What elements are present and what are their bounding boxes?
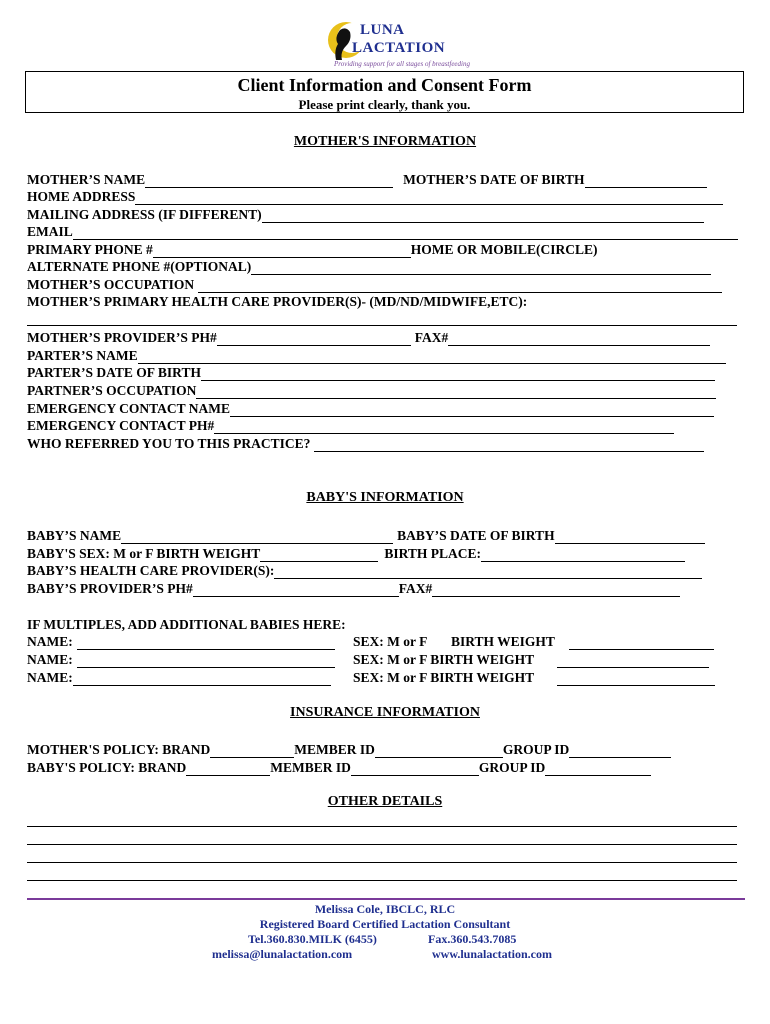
home-address-field[interactable]	[135, 192, 723, 205]
mother-provider-row	[27, 293, 527, 310]
footer-tel: Tel.360.830.MILK (6455)	[248, 932, 377, 946]
mother-occupation-label: MOTHER’S OCCUPATION	[27, 277, 195, 292]
baby-provider-row	[27, 562, 702, 579]
primary-phone-label: PRIMARY PHONE #	[27, 242, 153, 257]
multiple-weight-label-1: BIRTH WEIGHT	[451, 634, 555, 649]
mother-brand-field[interactable]	[210, 745, 294, 758]
mother-name-label: MOTHER’S NAME	[27, 172, 146, 187]
mother-name-field[interactable]	[145, 175, 393, 188]
luna-lactation-logo	[326, 18, 470, 74]
partner-occupation-row	[27, 382, 716, 399]
partner-name-field[interactable]	[138, 351, 726, 364]
mother-provider-phone-field[interactable]	[217, 333, 411, 346]
mother-group-field[interactable]	[569, 745, 671, 758]
multiple-sex-label-1: SEX: M or F	[353, 634, 428, 649]
baby-provider-phone-label: BABY’S PROVIDER’S PH#	[27, 581, 193, 596]
multiple-name-label-3: NAME:	[27, 670, 73, 685]
logo-text-lactation: LACTATION	[352, 40, 446, 56]
baby-sex-weight-label: BABY'S SEX: M or F BIRTH WEIGHT	[27, 546, 261, 561]
baby-fax-label: FAX#	[398, 581, 433, 596]
email-field[interactable]	[73, 227, 738, 240]
logo-tagline: Providing support for all stages of breastfeeding	[334, 60, 470, 68]
partner-dob-label: PARTER’S DATE OF BIRTH	[27, 365, 201, 380]
alt-phone-label: ALTERNATE PHONE #(OPTIONAL)	[27, 259, 252, 274]
multiple-weight-field-1[interactable]	[569, 637, 714, 650]
mailing-address-label: MAILING ADDRESS (IF DIFFERENT)	[27, 207, 262, 222]
baby-group-label: GROUP ID	[478, 760, 546, 775]
multiple-sex-weight-label-2: SEX: M or F BIRTH WEIGHT	[353, 652, 535, 667]
baby-name-field[interactable]	[121, 531, 393, 544]
home-address-row	[27, 188, 723, 205]
alt-phone-field[interactable]	[251, 262, 711, 275]
footer-role: Registered Board Certified Lactation Consultant	[259, 917, 511, 931]
multiples-label: IF MULTIPLES, ADD ADDITIONAL BABIES HERE:	[27, 617, 346, 632]
multiple-weight-field-2[interactable]	[557, 655, 709, 668]
mailing-address-field[interactable]	[262, 210, 704, 223]
emergency-name-field[interactable]	[230, 404, 714, 417]
mother-fax-field[interactable]	[448, 333, 710, 346]
mother-policy-row	[27, 741, 671, 758]
form-subtitle: Please print clearly, thank you.	[298, 97, 471, 112]
alt-phone-row	[27, 258, 711, 275]
footer-divider	[27, 898, 745, 900]
baby-policy-row	[27, 759, 651, 776]
baby-fax-field[interactable]	[432, 584, 680, 597]
baby-provider-field[interactable]	[274, 566, 702, 579]
form-title: Client Information and Consent Form	[237, 75, 532, 95]
referred-field[interactable]	[314, 439, 704, 452]
birth-place-label: BIRTH PLACE:	[384, 546, 481, 561]
other-details-line-2[interactable]	[27, 844, 737, 845]
emergency-phone-row	[27, 417, 674, 434]
partner-name-row	[27, 347, 726, 364]
multiple-name-field-3[interactable]	[73, 673, 331, 686]
title-box	[25, 71, 744, 113]
multiples-heading	[27, 616, 346, 633]
multiple-name-label-1: NAME:	[27, 634, 73, 649]
baby-policy-label: BABY'S POLICY: BRAND	[27, 760, 187, 775]
emergency-phone-label: EMERGENCY CONTACT PH#	[27, 418, 215, 433]
referred-label: WHO REFERRED YOU TO THIS PRACTICE?	[27, 436, 311, 451]
multiple-name-field-2[interactable]	[77, 655, 335, 668]
emergency-name-label: EMERGENCY CONTACT NAME	[27, 401, 231, 416]
mother-provider-phone-row	[27, 329, 710, 346]
phone-type-label: HOME OR MOBILE(CIRCLE)	[410, 242, 598, 257]
partner-dob-field[interactable]	[201, 368, 715, 381]
email-row	[27, 223, 738, 240]
other-details-line-4[interactable]	[27, 880, 737, 881]
primary-phone-row	[27, 241, 598, 258]
baby-weight-field[interactable]	[260, 549, 378, 562]
referred-row	[27, 435, 704, 452]
baby-name-row	[27, 527, 705, 544]
mother-provider-label: MOTHER’S PRIMARY HEALTH CARE PROVIDER(S)- (MD/ND/MIDWIFE,ETC):	[27, 294, 528, 309]
mother-fax-label: FAX#	[414, 330, 449, 345]
emergency-phone-field[interactable]	[214, 421, 674, 434]
mother-member-label: MEMBER ID	[294, 742, 375, 757]
home-address-label: HOME ADDRESS	[27, 189, 136, 204]
mother-name-row	[27, 171, 707, 188]
footer-email[interactable]: melissa@lunalactation.com	[212, 947, 353, 961]
baby-sex-weight-row	[27, 545, 685, 562]
baby-name-label: BABY’S NAME	[27, 528, 122, 543]
multiple-name-field-1[interactable]	[77, 637, 335, 650]
footer-fax: Fax.360.543.7085	[428, 932, 517, 946]
mother-provider-phone-label: MOTHER’S PROVIDER’S PH#	[27, 330, 217, 345]
other-details-line-3[interactable]	[27, 862, 737, 863]
multiple-baby-row-1	[27, 633, 555, 650]
section-mother-heading: MOTHER'S INFORMATION	[293, 134, 477, 149]
section-insurance-heading: INSURANCE INFORMATION	[290, 705, 480, 720]
birth-place-field[interactable]	[481, 549, 685, 562]
mother-occupation-row	[27, 276, 722, 293]
email-label: EMAIL	[27, 224, 73, 239]
partner-dob-row	[27, 364, 715, 381]
multiple-name-label-2: NAME:	[27, 652, 73, 667]
mother-member-field[interactable]	[375, 745, 503, 758]
partner-name-label: PARTER’S NAME	[27, 348, 138, 363]
baby-dob-field[interactable]	[555, 531, 705, 544]
logo-text-luna: LUNA	[360, 22, 405, 38]
baby-brand-field[interactable]	[186, 763, 270, 776]
mother-provider-field[interactable]	[27, 325, 737, 326]
section-baby-heading: BABY'S INFORMATION	[306, 490, 464, 505]
baby-group-field[interactable]	[545, 763, 651, 776]
mother-occupation-field[interactable]	[198, 280, 722, 293]
mother-dob-field[interactable]	[585, 175, 707, 188]
footer-website[interactable]: www.lunalactation.com	[432, 947, 552, 961]
multiple-baby-row-2	[27, 651, 535, 668]
baby-provider-label: BABY’S HEALTH CARE PROVIDER(S):	[27, 563, 275, 578]
mother-policy-label: MOTHER'S POLICY: BRAND	[27, 742, 211, 757]
other-details-line-1[interactable]	[27, 826, 737, 827]
mother-group-label: GROUP ID	[502, 742, 570, 757]
partner-occupation-label: PARTNER’S OCCUPATION	[27, 383, 197, 398]
baby-provider-phone-field[interactable]	[193, 584, 399, 597]
mailing-address-row	[27, 206, 704, 223]
emergency-name-row	[27, 400, 714, 417]
mother-dob-label: MOTHER’S DATE OF BIRTH	[403, 172, 585, 187]
section-other-heading: OTHER DETAILS	[327, 794, 443, 809]
partner-occupation-field[interactable]	[196, 386, 716, 399]
primary-phone-field[interactable]	[153, 245, 411, 258]
baby-member-field[interactable]	[351, 763, 479, 776]
multiple-weight-field-3[interactable]	[557, 673, 715, 686]
footer-name: Melissa Cole, IBCLC, RLC	[314, 902, 456, 916]
multiple-sex-weight-label-3: SEX: M or F BIRTH WEIGHT	[353, 670, 535, 685]
baby-dob-label: BABY’S DATE OF BIRTH	[397, 528, 555, 543]
multiple-baby-row-3	[27, 669, 535, 686]
baby-provider-phone-row	[27, 580, 680, 597]
baby-member-label: MEMBER ID	[270, 760, 351, 775]
